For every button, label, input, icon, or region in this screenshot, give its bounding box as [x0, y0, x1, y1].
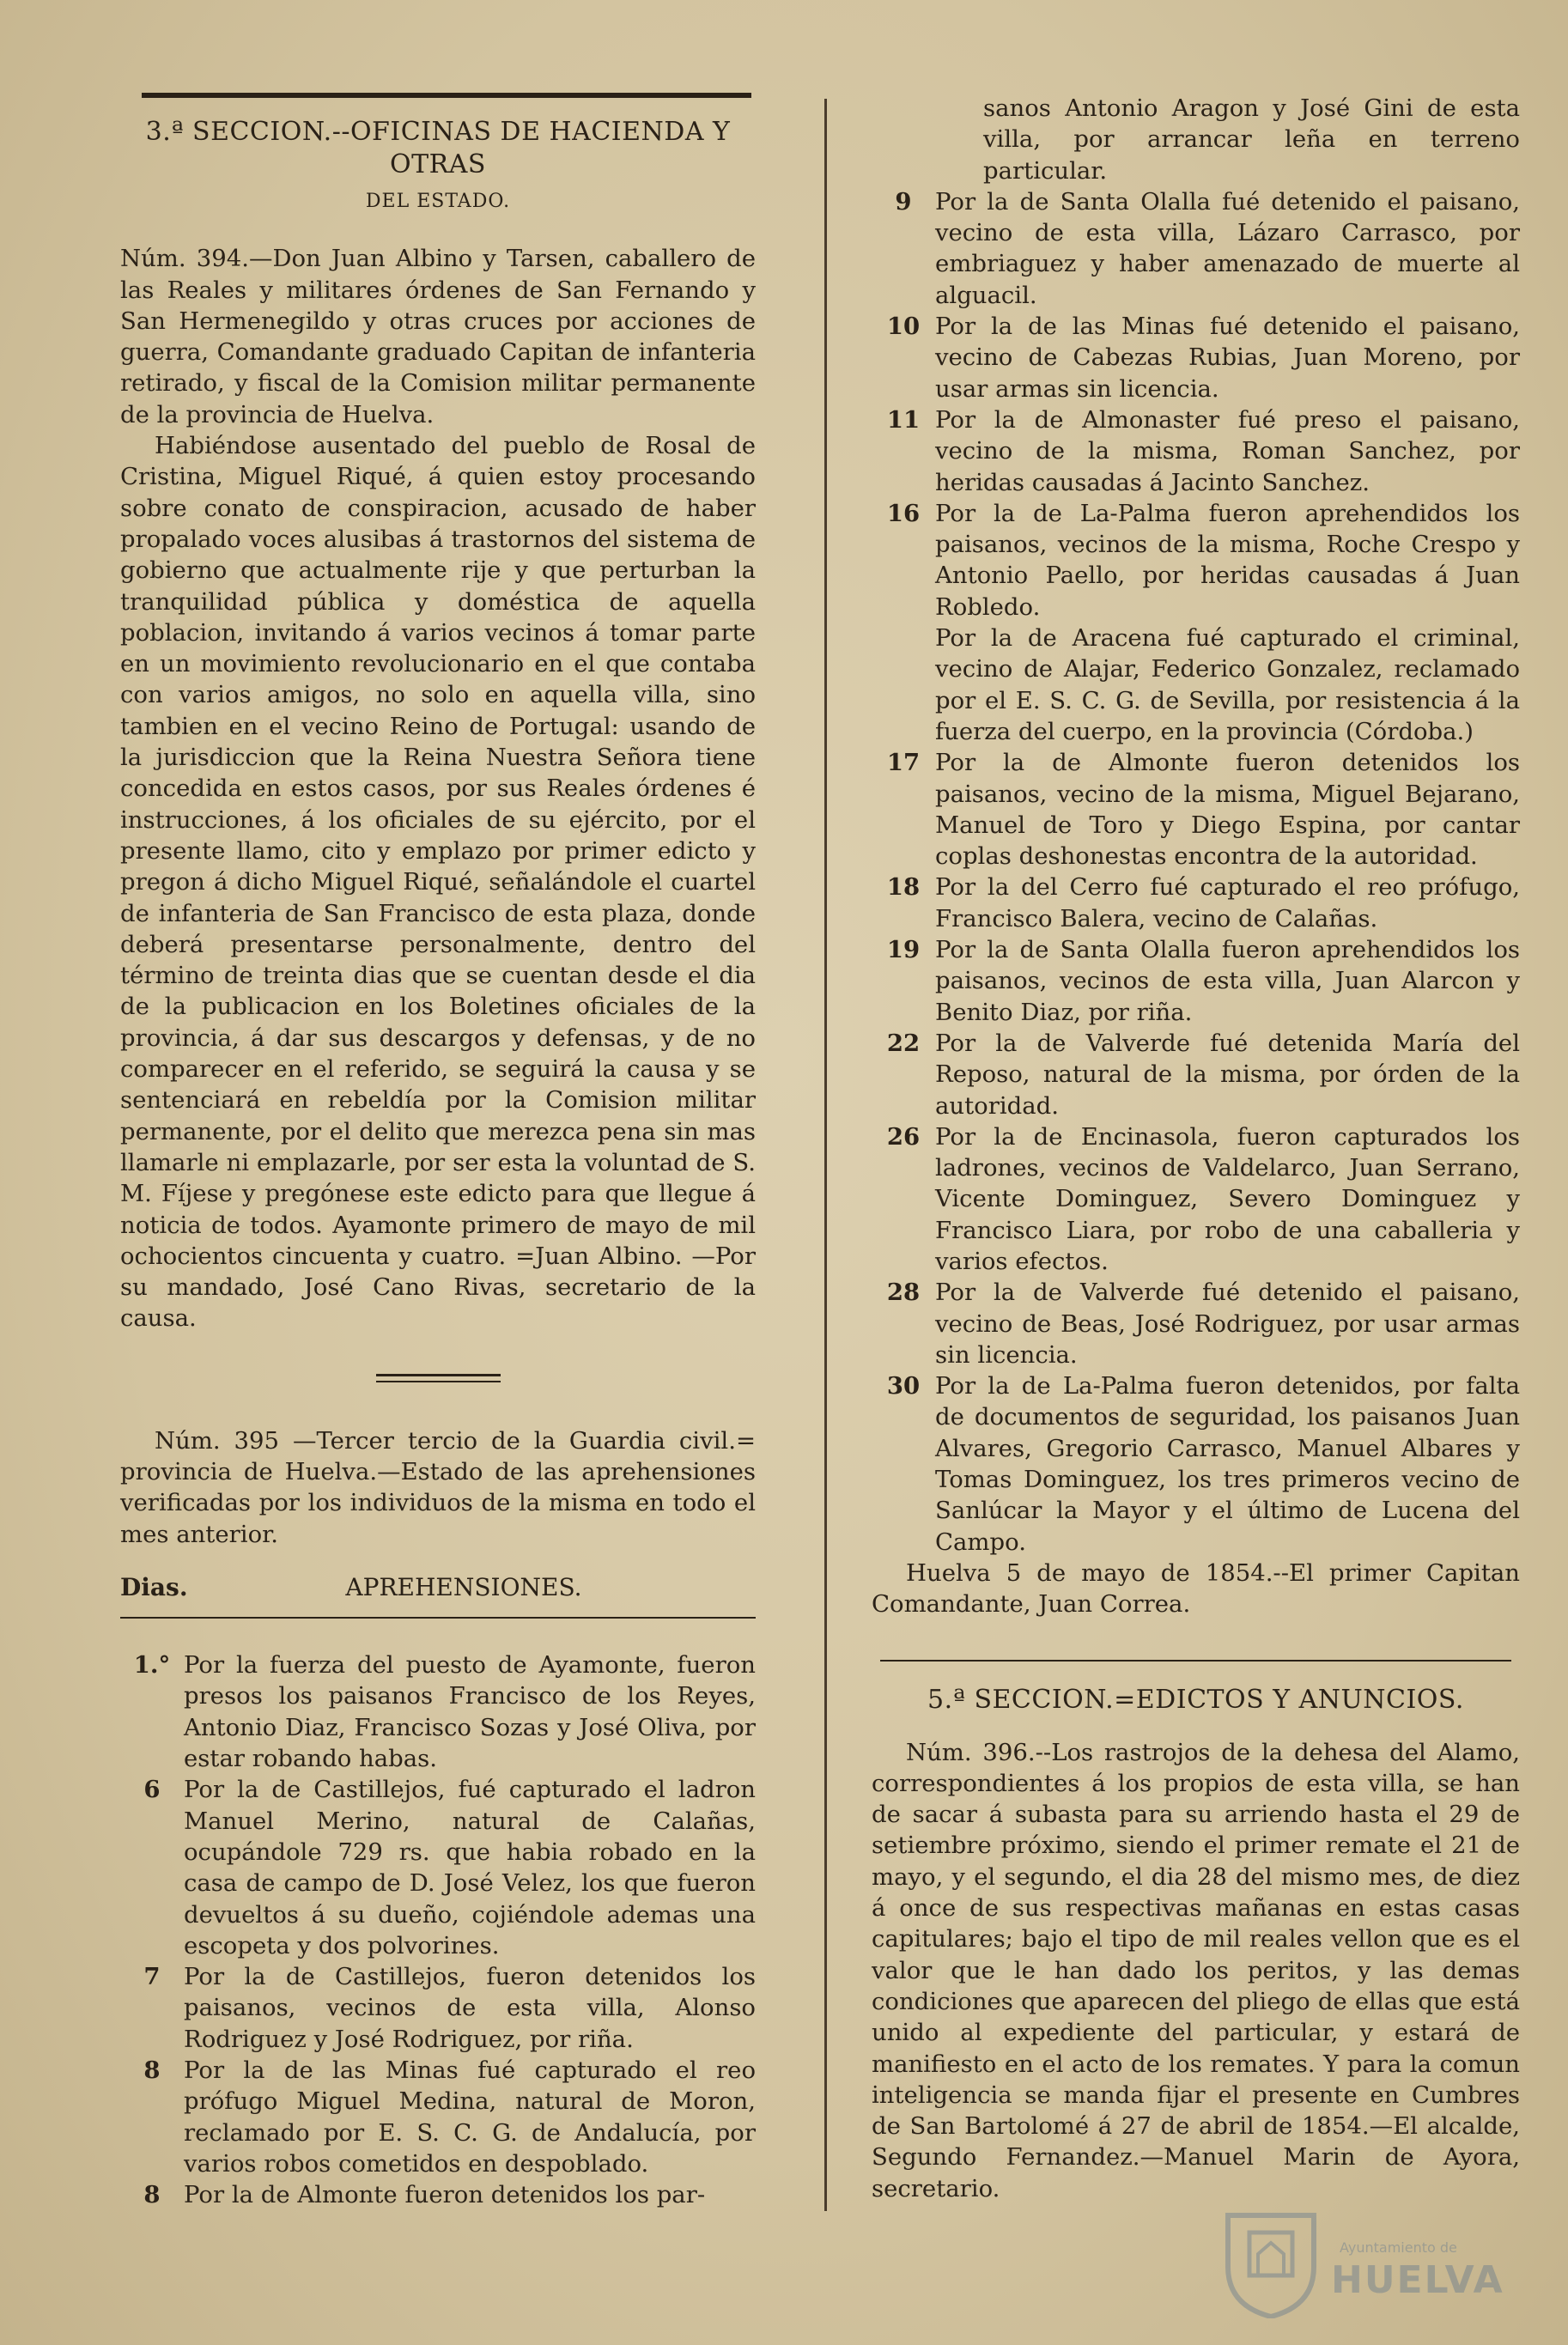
- entry-day: 8: [143, 2056, 161, 2085]
- table-row: [872, 747, 1520, 872]
- column-aprehensiones-label: APREHENSIONES.: [345, 1572, 582, 1601]
- entry-text: Por la fuerza del puesto de Ayamonte, fueron presos los paisanos Francisco de los Reyes, Antonio Diaz, Francisco Sozas y José Oliva, por estar robando habas.: [184, 1651, 756, 1773]
- entry-day: 26: [886, 1122, 921, 1151]
- city-coat-of-arms-icon: [1219, 2198, 1322, 2318]
- table-row: [120, 2055, 756, 2179]
- entry-text: Por la de Santa Olalla fueron aprehendidos los paisanos, vecinos de esta villa, Juan Alarcon y Benito Diaz, por riña.: [935, 936, 1520, 1026]
- table-row: [872, 311, 1520, 404]
- column-divider: [824, 99, 827, 2211]
- section-3-title: 3.ª SECCION.--OFICINAS DE HACIENDA Y OTRAS: [145, 117, 731, 179]
- entry-text: Por la de Castillejos, fué capturado el ladron Manuel Merino, natural de Calañas, ocupándole 729 rs. que habia robado en la casa de campo de D. José Velez, los que fueron devueltos á su dueño, cojiéndole ademas una escopeta y dos polvorines.: [184, 1776, 756, 1959]
- entry-day: 18: [886, 873, 921, 902]
- table-row: [872, 1121, 1520, 1277]
- entry-text: Por la de La-Palma fueron aprehendidos los paisanos, vecinos de la misma, Roche Crespo y Antonio Paello, por heridas causadas á Juan Robledo.: [935, 499, 1520, 621]
- entry-text: Por la de las Minas fué capturado el reo prófugo Miguel Medina, natural de Moron, reclamado por E. S. C. G. de Andalucía, por varios robos cometidos en despoblado.: [184, 2056, 756, 2178]
- table-row: [120, 1774, 756, 1961]
- entry-text: Por la de Santa Olalla fué detenido el paisano, vecino de esta villa, Lázaro Carrasco, por embriaguez y haber amenazado de muerte al alguacil.: [935, 187, 1520, 309]
- entry-day: 22: [886, 1029, 921, 1057]
- entry-day: 11: [886, 405, 921, 434]
- table-header-rule: [120, 1617, 756, 1619]
- notice-396-body: Núm. 396.--Los rastrojos de la dehesa del Alamo, correspondientes á los propios de esta villa, se han de sacar á subasta para su arriendo hasta el 29 de setiembre próximo, siendo el primer remate el 21 de mayo, y el segundo, el dia 28 del mismo mes, de diez á once de sus respectivas mañanas en estas casas capitulares; bajo el tipo de mil reales vellon que es el valor que le han dado los peritos, y las demas condiciones que aparecen del pliego de ellas que está unido al expediente del particular, y estará de manifiesto en el acto de los remates. Y para la comun inteligencia se manda fijar el presente en Cumbres de San Bartolomé á 27 de abril de 1854.—El alcalde, Segundo Fernandez.—Manuel Marin de Ayora, secretario.: [872, 1738, 1520, 2202]
- entry-day: 6: [143, 1776, 161, 1804]
- entry-day: 28: [886, 1279, 921, 1307]
- entry-text: Por la de Encinasola, fueron capturados los ladrones, vecinos de Valdelarco, Juan Serrano, Vicente Dominguez, Severo Dominguez y Francisco Liara, por robo de una caballeria y varios efectos.: [935, 1122, 1520, 1275]
- entry-text: Por la de Aracena fué capturado el criminal, vecino de Alajar, Federico Gonzalez, reclamado por el E. S. C. G. de Sevilla, por resistencia á la fuerza del cuerpo, en la provincia (Córdoba.): [935, 624, 1520, 745]
- entry-day: 16: [886, 499, 921, 527]
- table-row: [120, 1961, 756, 2055]
- table-row: [872, 1370, 1520, 1558]
- watermark-word: HUELVA: [1331, 2258, 1504, 2302]
- entry-day: 10: [886, 313, 921, 341]
- entry-text: Por la de Almonte fueron detenidos los paisanos, vecino de la misma, Miguel Bejarano, Manuel de Toro y Diego Espina, por cantar coplas deshonestas encontra de la autoridad.: [935, 749, 1520, 871]
- table-row: [872, 498, 1520, 623]
- entry-text: Por la de Castillejos, fueron detenidos los paisanos, vecinos de esta villa, Alonso Rodriguez y José Rodriguez, por riña.: [184, 1963, 756, 2053]
- entry-day: [872, 623, 935, 747]
- entry-day: 9: [895, 187, 912, 216]
- entry-day: 7: [143, 1963, 161, 1991]
- table-row: [872, 934, 1520, 1028]
- section-divider: [880, 1660, 1511, 1662]
- notice-395-header: Núm. 395 —Tercer tercio de la Guardia civil.= provincia de Huelva.—Estado de las aprehensiones verificadas por los individuos de la misma en todo el mes anterior.: [120, 1426, 756, 1548]
- table-row: [872, 186, 1520, 311]
- section-divider: [376, 1374, 501, 1382]
- entry-text: Por la de Valverde fué detenido el paisano, vecino de Beas, José Rodriguez, por usar armas sin licencia.: [935, 1279, 1520, 1369]
- table-row: [120, 1649, 756, 1774]
- signature-line: Huelva 5 de mayo de 1854.--El primer Capitan Comandante, Juan Correa.: [872, 1558, 1520, 1619]
- entry-text: Por la de Valverde fué detenida María del Reposo, natural de la misma, por órden de la autoridad.: [935, 1029, 1520, 1120]
- notice-394-body: Habiéndose ausentado del pueblo de Rosal de Cristina, Miguel Riqué, á quien estoy procesando sobre conato de conspiracion, acusado de haber propalado voces alusibas á trastornos del sistema de gobierno que actualmente rije y que perturban la tranquilidad pública y doméstica de aquella poblacion, invitando á varios vecinos á tomar parte en un movimiento revolucionario en el que contaba con varios amigos, no solo en aquella villa, sino tambien en el vecino Reino de Portugal: usando de la jurisdiccion que la Reina Nuestra Señora tiene concedida en estos casos, por sus Reales órdenes é instrucciones, á los oficiales de su ejército, por el presente llamo, cito y emplazo por primer edicto y pregon á dicho Miguel Riqué, señalándole el cuartel de infanteria de San Francisco de esta plaza, donde deberá presentarse personalmente, dentro del término de treinta dias que se cuentan desde el dia de la publicacion en los Boletines oficiales de la provincia, á dar sus descargos y defensas, y de no comparecer en el referido, se seguirá la causa y se sentenciará en rebeldía por la Comision militar permanente, por el delito que merezca pena sin mas llamarle ni emplazarle, por ser esta la voluntad de S. M. Fíjese y pregónese este edicto para que llegue á noticia de todos. Ayamonte primero de mayo de mil ochocientos cincuenta y cuatro. =Juan Albino. —Por su mandado, José Cano Rivas, secretario de la causa.: [120, 432, 756, 1333]
- entry-text: Por la de Almonaster fué preso el paisano, vecino de la misma, Roman Sanchez, por heridas causadas á Jacinto Sanchez.: [935, 405, 1520, 496]
- table-row: [872, 623, 1520, 747]
- watermark-small-text: Ayuntamiento de: [1340, 2239, 1457, 2256]
- entry-day: 30: [886, 1372, 921, 1400]
- continuation-text: sanos Antonio Aragon y José Gini de esta villa, por arrancar leña en terreno particular.: [983, 94, 1520, 185]
- table-row: [120, 2179, 756, 2210]
- entry-text: Por la de las Minas fué detenido el paisano, vecino de Cabezas Rubias, Juan Moreno, por usar armas sin licencia.: [935, 313, 1520, 403]
- left-column: [120, 82, 756, 2211]
- aprehensiones-table-header: [120, 1572, 756, 1603]
- table-row: [872, 1028, 1520, 1121]
- entry-day: 17: [886, 749, 921, 777]
- notice-394-header: Núm. 394.—Don Juan Albino y Tarsen, caballero de las Reales y militares órdenes de San Fernando y San Hermenegildo y otras cruces por acciones de guerra, Comandante graduado Capitan de infanteria retirado, y fiscal de la Comision militar permanente de la provincia de Huelva.: [120, 245, 756, 428]
- table-row: [872, 404, 1520, 498]
- section-5-title: 5.ª SECCION.=EDICTOS Y ANUNCIOS.: [927, 1684, 1464, 1715]
- column-days-label: Dias.: [120, 1572, 188, 1601]
- archive-watermark: [1219, 2198, 1503, 2318]
- entry-text: Por la de La-Palma fueron detenidos, por falta de documentos de seguridad, los paisanos Juan Alvares, Gregorio Carrasco, Manuel Albares y Tomas Dominguez, los tres primeros vecino de Sanlúcar la Mayor y el último de Lucena del Campo.: [935, 1372, 1520, 1556]
- entry-text: Por la de Almonte fueron detenidos los par-: [184, 2181, 706, 2209]
- entry-day: 1.°: [133, 1651, 171, 1680]
- section-3-subtitle: DEL ESTADO.: [365, 191, 511, 212]
- entry-text: Por la del Cerro fué capturado el reo prófugo, Francisco Balera, vecino de Calañas.: [935, 873, 1520, 933]
- entry-day: 8: [143, 2181, 161, 2209]
- right-column: [872, 93, 1520, 2204]
- table-row: [872, 872, 1520, 934]
- table-row: [872, 1277, 1520, 1370]
- entry-day: 19: [886, 936, 921, 964]
